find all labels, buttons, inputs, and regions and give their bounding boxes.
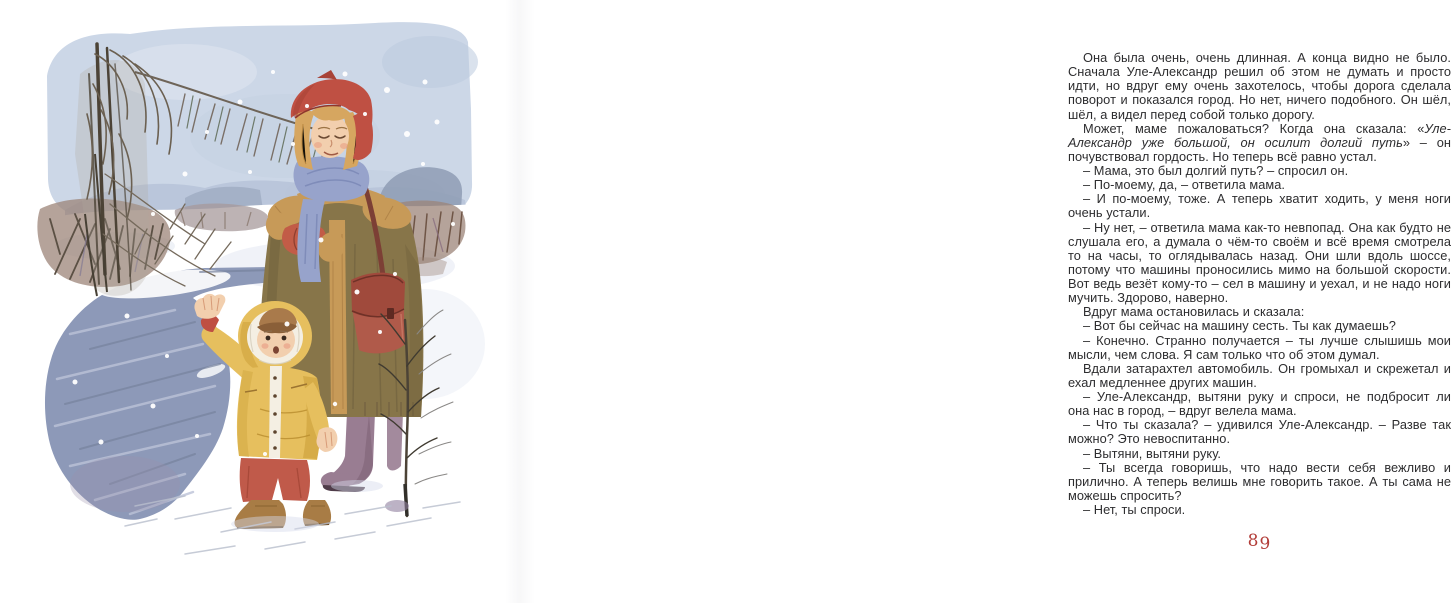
paragraph: – Вытяни, вытяни руку. (1083, 445, 1221, 461)
paragraph: – Ну нет, – ответила мама как-то невпопад. Она как будто не слушала его, а думала о чём-то своём и всё время смотрела то на часы, то оглядывалась назад. Они шли вдоль шоссе, потому что машины проносились мимо на большой скорости. Вот ведь везёт кому-то – сел в машину и уехал, и не надо ноги мучить. Здорово, наверно. (1068, 219, 1451, 306)
text-column (1068, 51, 1451, 517)
page-right (520, 0, 1451, 603)
paragraph: – По-моему, да, – ответила мама. (1083, 177, 1285, 193)
page-left (0, 0, 520, 603)
paragraph: Вдали затарахтел автомобиль. Он громыхал и скрежетал и ехал медленнее других машин. (1068, 360, 1451, 390)
paragraph: – Конечно. Странно получается – ты лучше слышишь мои мысли, чем слова. Я сам только что об этом думал. (1068, 332, 1451, 362)
page-number (1068, 531, 1451, 554)
paragraph: – Уле-Александр, вытяни руку и спроси, не подбросит ли она нас в город, – вдруг велела мама. (1068, 389, 1451, 419)
paragraph: – Нет, ты спроси. (1083, 502, 1186, 517)
paragraph: – Что ты сказала? – удивился Уле-Александр. – Разве так можно? Это невоспитанно. (1068, 417, 1451, 447)
folio-digit: 9 (1259, 534, 1272, 554)
paragraph: – Вот бы сейчас на машину сесть. Ты как думаешь? (1083, 318, 1396, 334)
paragraph: Может, маме пожаловаться? Когда она сказала: «Уле-Александр уже большой, он осилит долгий путь» – он почувствовал гордость. Но теперь всё равно устал. (1068, 120, 1451, 164)
paragraph: Вдруг мама остановилась и сказала: (1083, 304, 1305, 320)
paragraph: – Мама, это был долгий путь? – спросил он. (1083, 163, 1349, 178)
illustration (35, 14, 500, 576)
folio-digit: 8 (1247, 531, 1260, 551)
paragraph: Она была очень, очень длинная. А конца видно не было. Сначала Уле-Александр решил об этом не думать и просто идти, но вдруг ему очень захотелось, чтобы дорога сделала поворот и показался город. Но нет, ничего подобного. Он шёл, шёл, а видел перед собой только дорогу. (1068, 50, 1451, 122)
paragraph: – И по-моему, тоже. А теперь хватит ходить, у меня ноги очень устали. (1068, 191, 1451, 221)
paragraph: – Ты всегда говоришь, что надо вести себя вежливо и прилично. А теперь велишь мне говорить такое. А ты сама не можешь спросить? (1068, 459, 1451, 503)
